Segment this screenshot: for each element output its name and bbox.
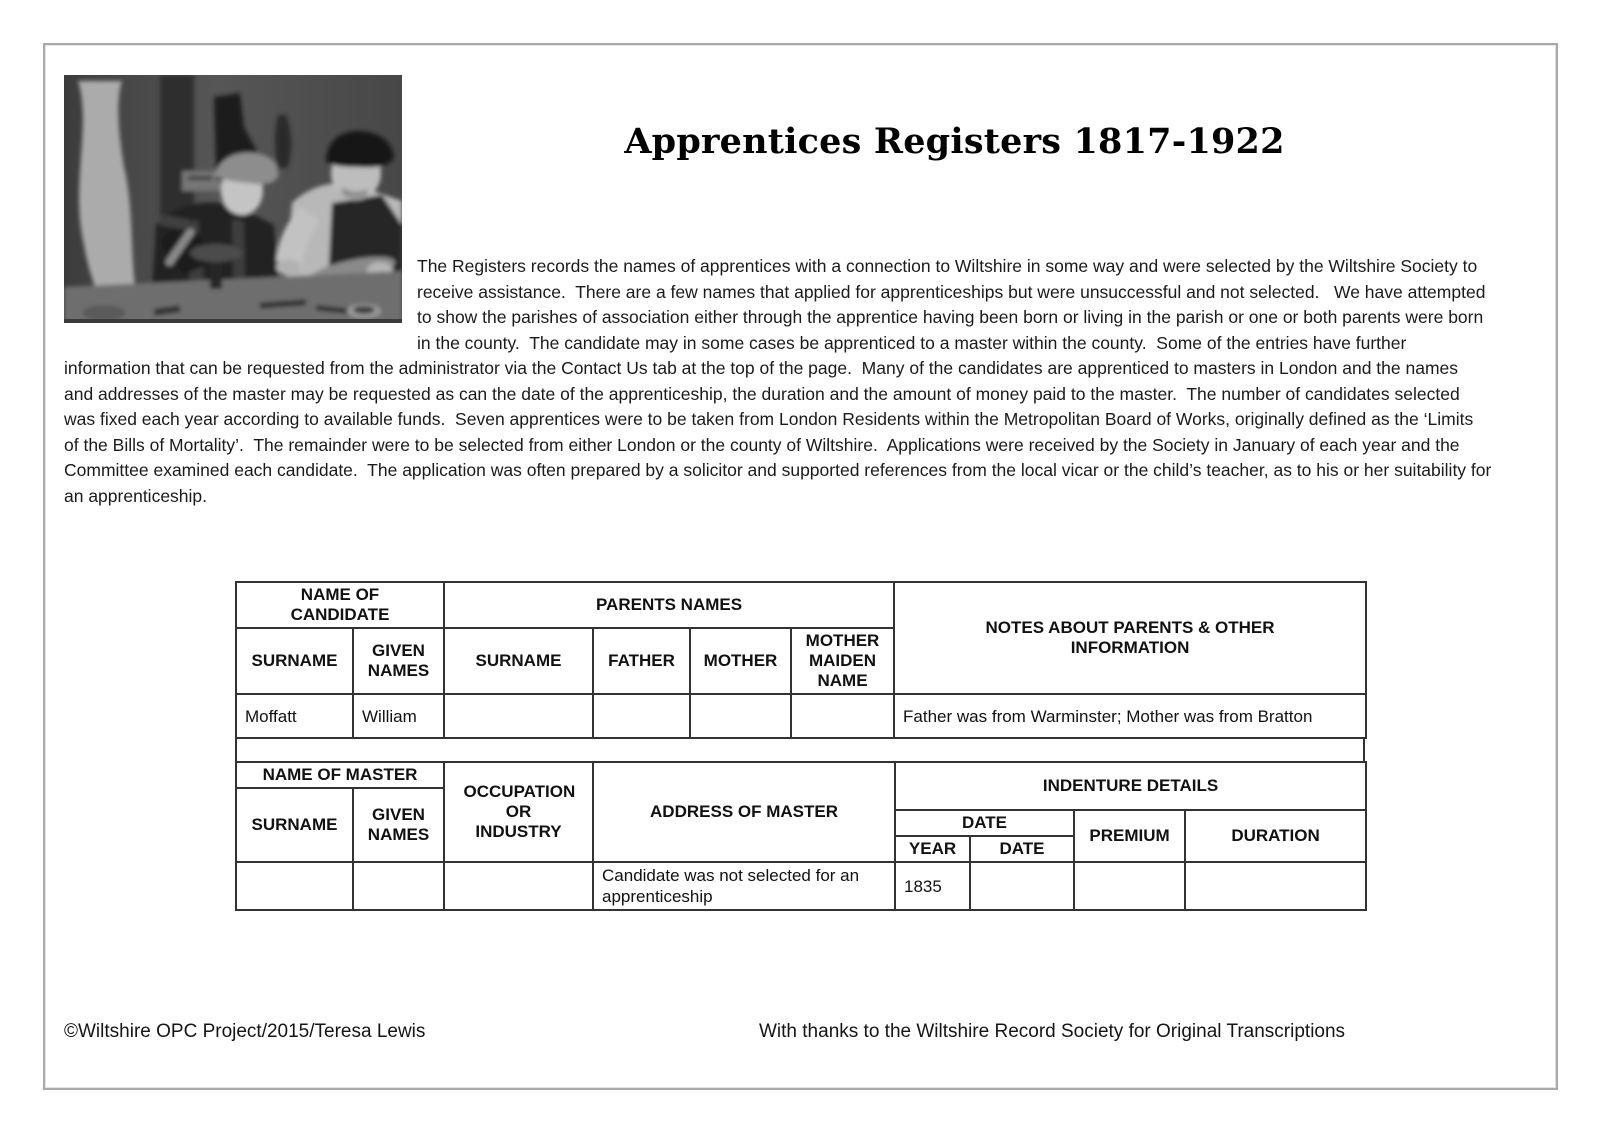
header-address-of-master: ADDRESS OF MASTER: [593, 762, 895, 862]
candidate-row: [236, 694, 1366, 738]
cell-mother: [690, 694, 791, 738]
footer-copyright: ©Wiltshire OPC Project/2015/Teresa Lewis: [64, 1021, 426, 1042]
cell-master-given-names: [353, 862, 444, 910]
header-father: FATHER: [593, 628, 690, 694]
cell-candidate-surname: Moffatt: [236, 694, 353, 738]
cell-father: [593, 694, 690, 738]
header-mother-maiden-name: MOTHER MAIDEN NAME: [791, 628, 894, 694]
cell-notes: Father was from Warminster; Mother was from Bratton: [894, 694, 1366, 738]
header-master-surname: SURNAME: [236, 788, 353, 862]
cell-parents-surname: [444, 694, 593, 738]
header-master-given-names: GIVEN NAMES: [353, 788, 444, 862]
header-date-group: DATE: [895, 810, 1074, 836]
cell-mother-maiden-name: [791, 694, 894, 738]
page-border-frame: [43, 43, 1558, 1090]
header-premium: PREMIUM: [1074, 810, 1185, 862]
header-name-of-candidate: NAME OF CANDIDATE: [236, 582, 444, 628]
apprentice-workshop-image: [64, 75, 402, 323]
cell-premium: [1074, 862, 1185, 910]
header-duration: DURATION: [1185, 810, 1366, 862]
table-spacer-row: [235, 739, 1365, 761]
header-name-of-master: NAME OF MASTER: [236, 762, 444, 788]
apprentice-workshop-painting: [64, 75, 402, 323]
header-occupation: OCCUPATION OR INDUSTRY: [444, 762, 593, 862]
cell-occupation: [444, 862, 593, 910]
candidate-table: [235, 581, 1367, 739]
cell-master-surname: [236, 862, 353, 910]
cell-candidate-given-names: William: [353, 694, 444, 738]
header-notes: NOTES ABOUT PARENTS & OTHER INFORMATION: [894, 582, 1366, 694]
header-year: YEAR: [895, 836, 970, 862]
cell-duration: [1185, 862, 1366, 910]
header-parents-surname: SURNAME: [444, 628, 593, 694]
footer-credit: With thanks to the Wiltshire Record Society for Original Transcriptions: [759, 1021, 1346, 1042]
cell-date: [970, 862, 1074, 910]
header-parents-names: PARENTS NAMES: [444, 582, 894, 628]
page-content: [45, 45, 1556, 911]
cell-year: 1835: [895, 862, 970, 910]
header-mother: MOTHER: [690, 628, 791, 694]
master-table: [235, 761, 1367, 911]
register-tables: [235, 581, 1365, 911]
cell-address: Candidate was not selected for an apprenticeship: [593, 862, 895, 910]
header-date: DATE: [970, 836, 1074, 862]
header-candidate-surname: SURNAME: [236, 628, 353, 694]
master-row: [236, 862, 1366, 910]
page-title: Apprentices Registers 1817-1922: [624, 121, 1285, 162]
header-indenture-details: INDENTURE DETAILS: [895, 762, 1366, 810]
header-candidate-given-names: GIVEN NAMES: [353, 628, 444, 694]
intro-paragraph: The Registers records the names of apprentices with a connection to Wiltshire in some way and were selected by the Wiltshire Society to receive assistance. There are a few names that applied for apprenticeships but were unsuccessful and not selected. We have attempted to show the parishes of association either through the apprentice having been born or living in the parish or one or both parents were born in the county. The candidate may in some cases be apprenticed to a master within the county. Some of the entries have further information that can be requested from the administrator via the Contact Us tab at the top of the page. Many of the candidates are apprenticed to masters in London and the names and addresses of the master may be requested as can the date of the apprenticeship, the duration and the amount of money paid to the master. The number of candidates selected was fixed each year according to available funds. Seven apprentices were to be taken from London Residents within the Metropolitan Board of Works, originally defined as the ‘Limits of the Bills of Mortality’. The remainder were to be selected from either London or the county of Wiltshire. Applications were received by the Society in January of each year and the Committee examined each candidate. The application was often prepared by a solicitor and supported references from the local vicar or the child’s teacher, as to his or her suitability for an apprenticeship.: [64, 256, 1497, 506]
